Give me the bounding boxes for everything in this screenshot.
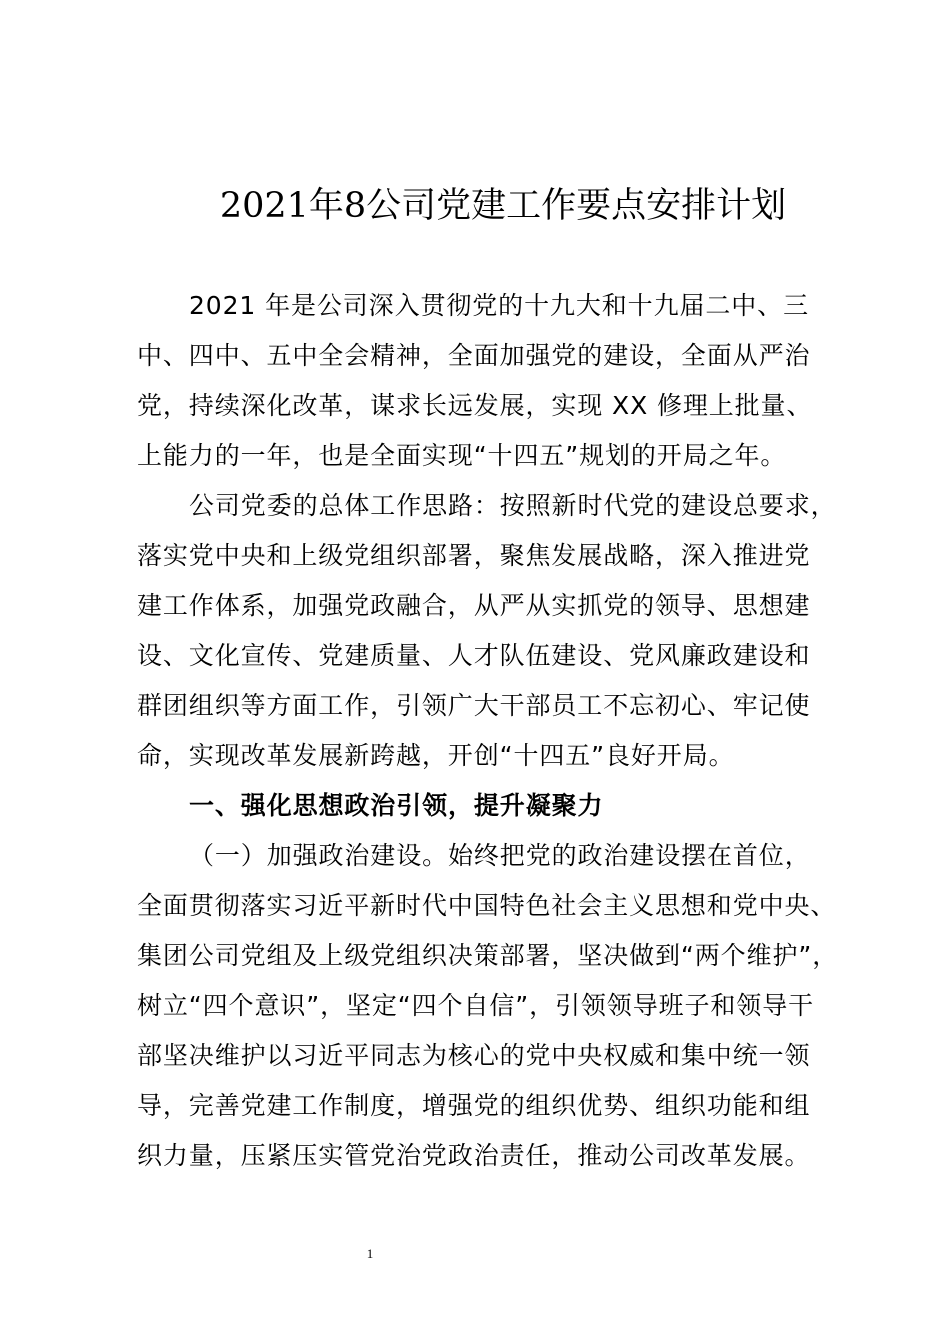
paragraph-3-line-6: 导，完善党建工作制度，增强党的组织优势、组织功能和组 (137, 1091, 811, 1120)
paragraph-2-line-5: 群团组织等方面工作，引领广大干部员工不忘初心、牢记使 (137, 691, 811, 720)
paragraph-1-line-3: 党，持续深化改革，谋求长远发展，实现 XX 修理上批量、 (137, 391, 813, 420)
document-title: 2021年8公司党建工作要点安排计划 (219, 186, 787, 226)
document-body (137, 281, 849, 1181)
paragraph-2-line-4: 设、文化宣传、党建质量、人才队伍建设、党风廉政建设和 (137, 641, 811, 670)
paragraph-3-line-4: 树立“四个意识”，坚定“四个自信”，引领领导班子和领导干 (137, 991, 815, 1020)
paragraph-1-line-4: 上能力的一年，也是全面实现“十四五”规划的开局之年。 (137, 441, 787, 470)
paragraph-2-line-6: 命，实现改革发展新跨越，开创“十四五”良好开局。 (137, 741, 735, 770)
paragraph-2-line-1: 公司党委的总体工作思路：按照新时代党的建设总要求， (189, 491, 837, 520)
paragraph-2-line-2: 落实党中央和上级党组织部署，聚焦发展战略，深入推进党 (137, 541, 811, 570)
paragraph-3-line-3: 集团公司党组及上级党组织决策部署，坚决做到“两个维护”， (137, 941, 839, 970)
page-number: 1 (366, 1246, 374, 1261)
paragraph-3-line-5: 部坚决维护以习近平同志为核心的党中央权威和集中统一领 (137, 1041, 811, 1070)
paragraph-3-line-1: （一）加强政治建设。始终把党的政治建设摆在首位， (189, 841, 811, 870)
paragraph-3-line-2: 全面贯彻落实习近平新时代中国特色社会主义思想和党中央、 (137, 891, 837, 920)
paragraph-3-line-7: 织力量，压紧压实管党治党政治责任，推动公司改革发展。 (137, 1141, 811, 1170)
paragraph-1-line-2: 中、四中、五中全会精神，全面加强党的建设，全面从严治 (137, 341, 811, 370)
paragraph-1-line-1: 2021 年是公司深入贯彻党的十九大和十九届二中、三 (189, 291, 809, 320)
section-heading: 一、强化思想政治引领，提升凝聚力 (189, 791, 604, 820)
paragraph-2-line-3: 建工作体系，加强党政融合，从严从实抓党的领导、思想建 (137, 591, 811, 620)
